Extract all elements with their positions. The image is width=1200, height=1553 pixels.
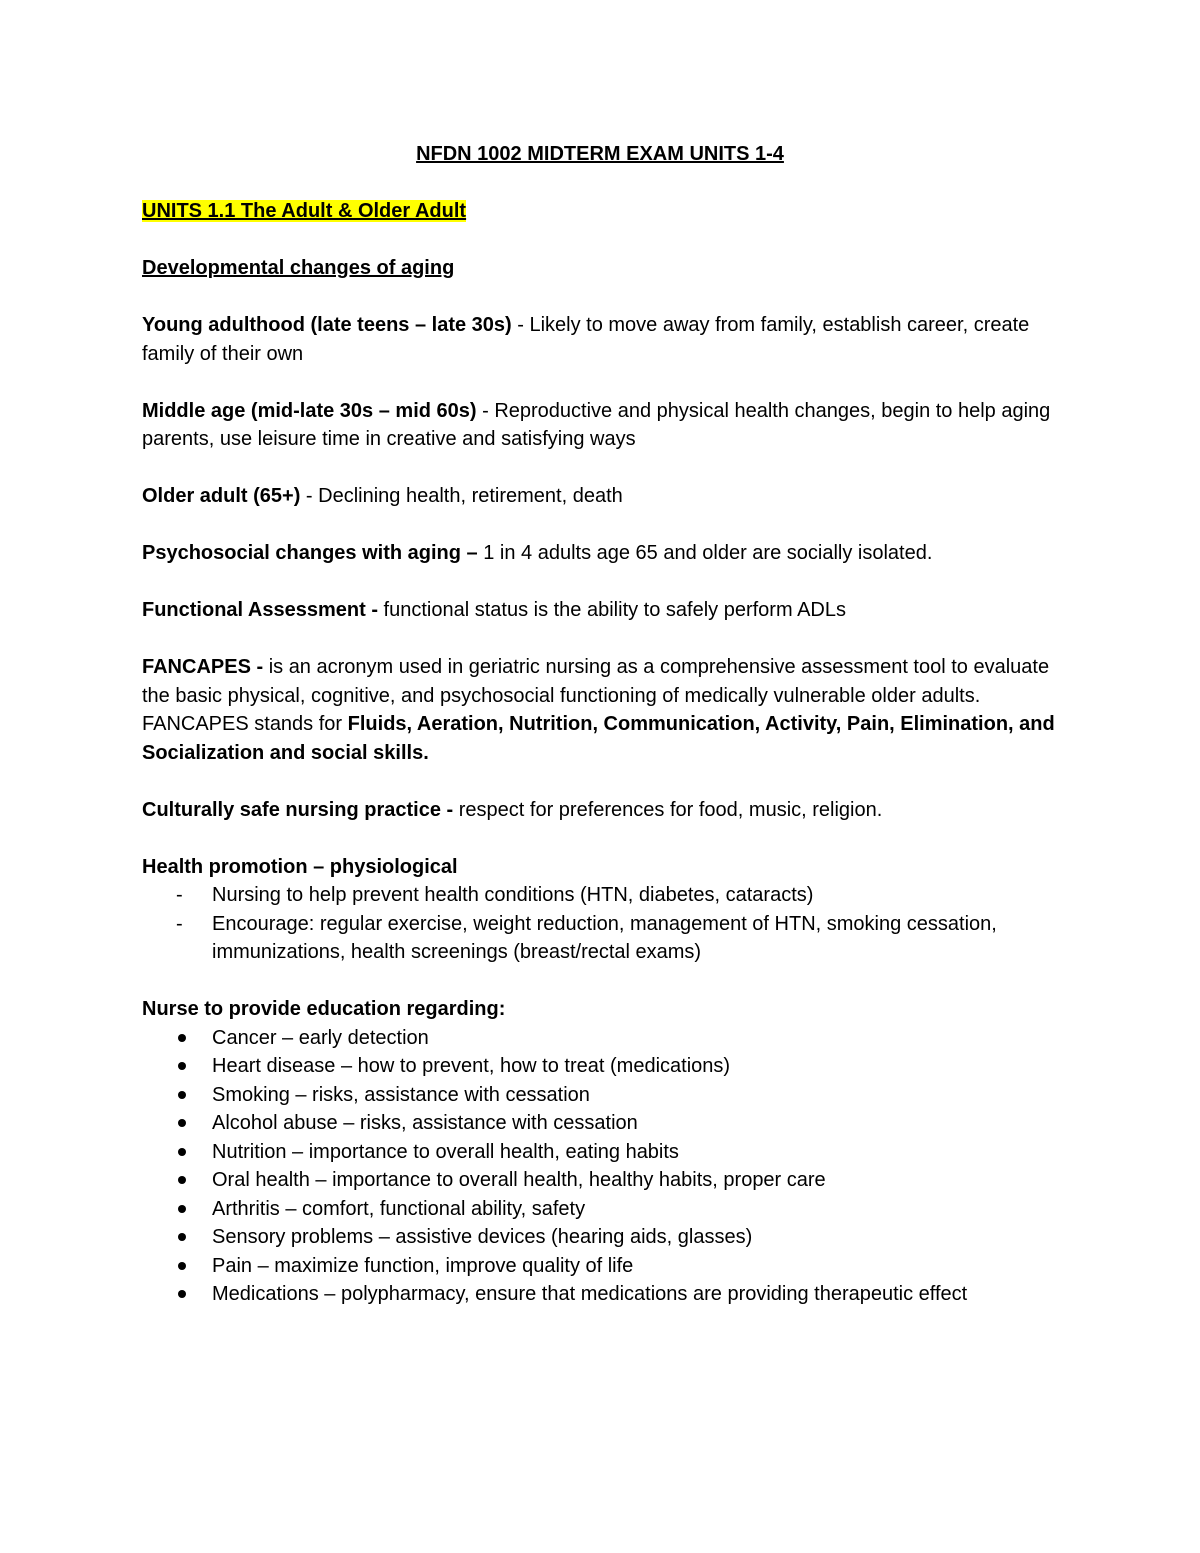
bullet-icon (178, 1062, 186, 1070)
young-adulthood-text: - Likely to move away from family, establish career, create family of their own (142, 314, 1030, 365)
list-item-text: Heart disease – how to prevent, how to treat (medications) (212, 1055, 731, 1077)
document-body (142, 140, 1072, 1337)
bullet-icon (178, 1148, 186, 1156)
fancapes-components: Fluids, Aeration, Nutrition, Communication, Activity, Pain, Elimination, and Socialization and social skills. (142, 713, 1055, 764)
dash-marker: - (176, 912, 183, 935)
bullet-icon (178, 1176, 186, 1184)
bullet-icon (178, 1119, 186, 1127)
list-item-text: Cancer – early detection (212, 1026, 429, 1049)
list-item (142, 1223, 1072, 1252)
bullet-icon (178, 1205, 186, 1213)
health-promotion-list (142, 881, 1072, 967)
older-adult-label: Older adult (65+) (142, 485, 301, 507)
list-item-text: Alcohol abuse – risks, assistance with cessation (212, 1112, 638, 1134)
psychosocial-label: Psychosocial changes with aging – (142, 542, 478, 564)
list-item-text: Sensory problems – assistive devices (hearing aids, glasses) (212, 1226, 753, 1248)
health-promotion-section (142, 853, 1072, 967)
document-title: NFDN 1002 MIDTERM EXAM UNITS 1-4 (416, 143, 784, 165)
list-item (142, 881, 1072, 910)
developmental-heading: Developmental changes of aging (142, 257, 455, 279)
list-item (142, 910, 1072, 967)
list-item-text: Oral health – importance to overall health, healthy habits, proper care (212, 1169, 826, 1191)
fancapes-paragraph (142, 653, 1072, 767)
education-heading: Nurse to provide education regarding: (142, 998, 506, 1020)
list-item (142, 1109, 1072, 1138)
psychosocial-text: 1 in 4 adults age 65 and older are socially isolated. (477, 542, 933, 564)
young-adulthood-paragraph (142, 311, 1072, 368)
functional-assessment-text: functional status is the ability to safely perform ADLs (377, 599, 846, 621)
cultural-safety-label: Culturally safe nursing practice - (142, 798, 454, 821)
list-item (142, 1052, 1072, 1081)
list-item-text: Encourage: regular exercise, weight reduction, management of HTN, smoking cessation, immunizations, health screenings (breast/rectal exams) (212, 912, 997, 963)
list-item-text: Medications – polypharmacy, ensure that medications are providing therapeutic effect (212, 1283, 968, 1305)
middle-age-text: - Reproductive and physical health changes, begin to help aging parents, use leisure time in creative and satisfying ways (142, 399, 1051, 450)
list-item (142, 1081, 1072, 1110)
list-item (142, 1024, 1072, 1053)
fancapes-label: FANCAPES - (142, 656, 269, 678)
psychosocial-paragraph (142, 539, 1072, 568)
bullet-icon (178, 1262, 186, 1270)
older-adult-text: - Declining health, retirement, death (300, 485, 623, 507)
cultural-safety-paragraph (142, 796, 1072, 825)
list-item-text: Smoking – risks, assistance with cessation (212, 1083, 590, 1106)
dash-marker: - (176, 884, 183, 906)
bullet-icon (178, 1233, 186, 1241)
education-section (142, 995, 1072, 1309)
unit-heading-block (142, 197, 1072, 226)
bullet-icon (178, 1290, 186, 1298)
bullet-icon (178, 1091, 186, 1099)
health-promotion-heading: Health promotion – physiological (142, 855, 458, 878)
older-adult-paragraph (142, 482, 1072, 511)
cultural-safety-text: respect for preferences for food, music, religion. (453, 798, 883, 821)
fancapes-text: is an acronym used in geriatric nursing as a comprehensive assessment tool to evaluate the basic physical, cognitive, and psychosocial functioning of medically vulnerable older adults. FANCAPES stands for (142, 656, 1050, 735)
list-item (142, 1195, 1072, 1224)
list-item (142, 1166, 1072, 1195)
young-adulthood-label: Young adulthood (late teens – late 30s) (142, 314, 512, 336)
list-item-text: Pain – maximize function, improve quality of life (212, 1254, 634, 1277)
middle-age-paragraph (142, 397, 1072, 454)
middle-age-label: Middle age (mid-late 30s – mid 60s) (142, 399, 477, 422)
list-item (142, 1138, 1072, 1167)
functional-assessment-label: Functional Assessment - (142, 599, 378, 621)
unit-heading: UNITS 1.1 The Adult & Older Adult (142, 200, 467, 222)
bullet-icon (178, 1034, 186, 1042)
list-item-text: Nursing to help prevent health conditions (HTN, diabetes, cataracts) (212, 884, 814, 906)
list-item (142, 1280, 1072, 1309)
list-item-text: Arthritis – comfort, functional ability, safety (212, 1197, 586, 1220)
education-list (142, 1024, 1072, 1309)
list-item (142, 1252, 1072, 1281)
list-item-text: Nutrition – importance to overall health, eating habits (212, 1140, 679, 1163)
functional-assessment-paragraph (142, 596, 1072, 625)
